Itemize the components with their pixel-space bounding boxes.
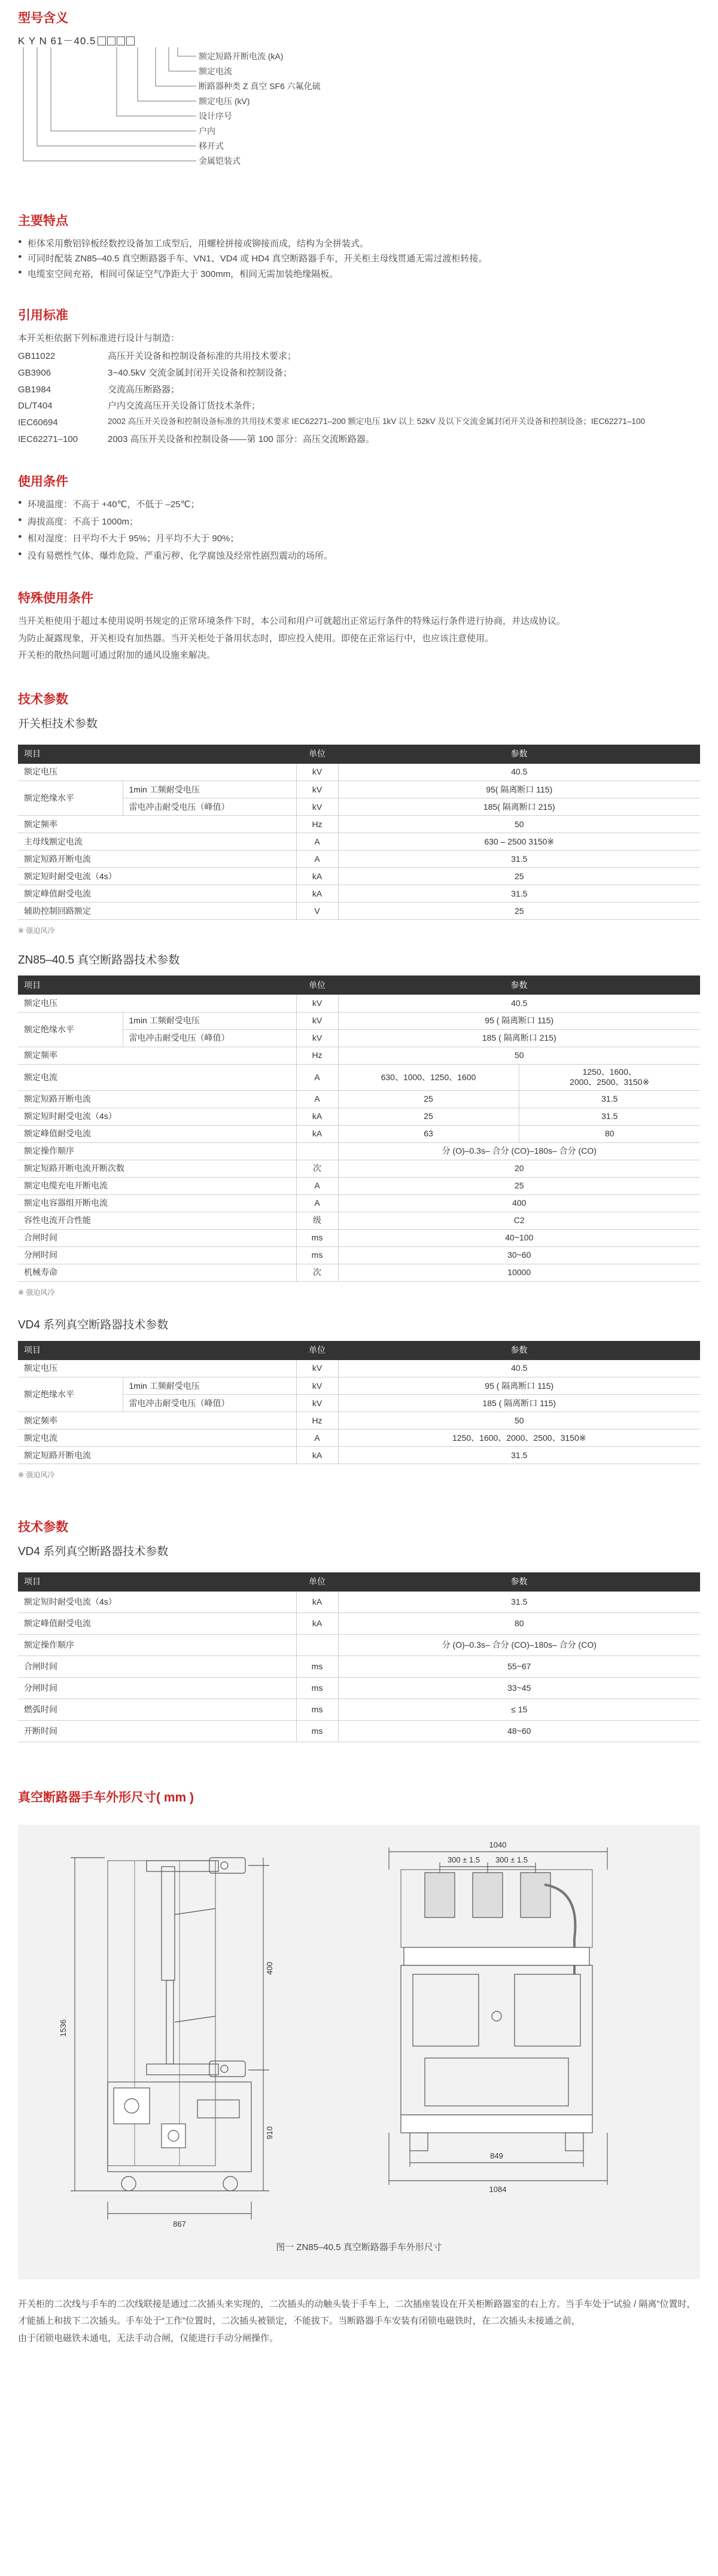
cell-subitem: 雷电冲击耐受电压（峰值） <box>123 1395 296 1412</box>
model-label-5: 设计序号 <box>199 111 232 121</box>
cell-unit: A <box>296 1090 338 1108</box>
cell-unit: kA <box>296 1125 338 1142</box>
cell-item: 主母线额定电流 <box>18 833 296 850</box>
cell-value: C2 <box>338 1212 700 1229</box>
standard-row <box>18 431 700 448</box>
cell-value: 31.5 <box>338 1447 700 1464</box>
table-note: ※ 强迫风冷 <box>18 1288 55 1297</box>
cell-subitem: 1min 工频耐受电压 <box>123 1012 296 1029</box>
model-label-8: 金属铠装式 <box>199 156 241 166</box>
cell-value: 25 <box>338 1177 700 1194</box>
dim-910: 910 <box>265 2126 274 2139</box>
cell-unit: 次 <box>296 1264 338 1281</box>
cell-item: 额定电流 <box>18 1064 296 1090</box>
table-row <box>18 850 700 868</box>
cell-value: 40.5 <box>338 995 700 1012</box>
standard-desc: 3~40.5kV 交流金属封闭开关设备和控制设备； <box>108 367 292 378</box>
cell-item: 容性电流开合性能 <box>18 1212 296 1229</box>
col-item: 项目 <box>18 1341 296 1360</box>
table-row <box>18 1377 700 1395</box>
table-row <box>18 833 700 850</box>
cell-value-b-line2: 2000、2500、3150※ <box>570 1077 650 1087</box>
feature-item: ● 可同时配装 ZN85–40.5 真空断路器手车、VN1、VD4 或 HD4 真空断路器手车，开关柜主母线贯通无需过渡柜转接。 <box>18 251 700 267</box>
cell-value-b-line1: 1250、1600、 <box>582 1066 637 1077</box>
dim-400: 400 <box>265 1961 274 1975</box>
cell-unit: A <box>296 833 338 850</box>
cell-unit: 级 <box>296 1212 338 1229</box>
cell-unit <box>296 1635 338 1656</box>
cell-item: 额定电缆充电开断电流 <box>18 1177 296 1194</box>
standard-desc: 高压开关设备和控制设备标准的共用技术要求； <box>108 351 297 362</box>
cell-value: 分 (O)–0.3s– 合分 (CO)–180s– 合分 (CO) <box>338 1635 700 1656</box>
cell-value: 80 <box>338 1613 700 1635</box>
cell-unit: A <box>296 1194 338 1212</box>
drawing-caption: 图一 ZN85–40.5 真空断路器手车外形尺寸 <box>276 2242 442 2253</box>
table-row <box>18 1090 700 1108</box>
table-row <box>18 781 700 798</box>
cell-unit: A <box>296 1064 338 1090</box>
cell-unit: kV <box>296 798 338 816</box>
dim-849: 849 <box>490 2151 503 2160</box>
standard-desc: 交流高压断路器； <box>108 384 180 395</box>
table-row <box>18 868 700 885</box>
cell-unit: kV <box>296 995 338 1012</box>
standard-row <box>18 414 700 431</box>
standards-intro: 本开关柜依据下列标准进行设计与制造： <box>18 333 180 343</box>
col-item: 项目 <box>18 1572 296 1592</box>
col-value: 参数 <box>338 975 700 995</box>
footer-text <box>18 2296 700 2348</box>
dim-300-left: 300 ± 1.5 <box>447 1855 480 1864</box>
cell-value: 31.5 <box>338 850 700 868</box>
cell-value: 95 ( 隔离断口 115) <box>338 1377 700 1395</box>
cell-item: 额定短路开断电流 <box>18 1447 296 1464</box>
cell-item: 分闸时间 <box>18 1246 296 1264</box>
standard-row <box>18 348 700 365</box>
cell-value-b <box>519 1064 700 1090</box>
cell-item: 额定频率 <box>18 1412 296 1429</box>
cell-item: 额定短路开断电流开断次数 <box>18 1160 296 1177</box>
col-unit: 单位 <box>296 1341 338 1360</box>
col-unit: 单位 <box>296 745 338 764</box>
col-value: 参数 <box>338 1341 700 1360</box>
truck-drawing-svg <box>18 1825 700 2279</box>
standard-desc: 户内交流高压开关设备订货技术条件； <box>108 401 261 411</box>
cell-value: 185 ( 隔离断口 115) <box>338 1395 700 1412</box>
dimension-drawing <box>18 1825 700 2279</box>
cell-item: 额定电压 <box>18 764 296 781</box>
switchgear-params-table <box>18 745 700 920</box>
cell-unit: kV <box>296 1360 338 1377</box>
table-row <box>18 1721 700 1742</box>
dim-1084: 1084 <box>489 2184 507 2194</box>
cell-item: 额定短时耐受电流（4s） <box>18 868 296 885</box>
special-text <box>18 613 700 664</box>
footer-line: 开关柜的二次线与手车的二次线联接是通过二次插头来实现的，二次插头的动触头装于手车上，二次插座装设在开关柜断路器室的右上方。当手车处于“试验 / 隔离”位置时，才能插上和拔下二次插头。手车处于“工作”位置时，二次插头被锁定，不能拔下。当断路器手车安装有闭锁电磁铁时，在二次插头未接通之前， <box>18 2298 696 2327</box>
cell-item: 额定电压 <box>18 995 296 1012</box>
cell-item: 辅助控制回路额定 <box>18 903 296 920</box>
table-row <box>18 1177 700 1194</box>
table-row <box>18 1264 700 1281</box>
cell-unit: kV <box>296 1012 338 1029</box>
table-header <box>18 1572 700 1592</box>
table-row <box>18 816 700 833</box>
condition-item: ● 相对湿度：日平均不大于 95%；月平均不大于 90%； <box>18 531 700 548</box>
dim-1040: 1040 <box>489 1840 507 1849</box>
special-line: 开关柜的散热问题可通过附加的通风设施来解决。 <box>18 650 216 661</box>
cell-unit: kA <box>296 1447 338 1464</box>
cell-item: 额定电流 <box>18 1429 296 1447</box>
vd4-params-table-2 <box>18 1572 700 1743</box>
vd4-params-table <box>18 1341 700 1465</box>
cell-unit: A <box>296 1429 338 1447</box>
standard-desc: 2002 高压开关设备和控制设备标准的共用技术要求 IEC62271–200 额定电压 1kV 以上 52kV 及以下交流金属封闭开关设备和控制设备；IEC62271–100 <box>108 417 645 426</box>
cell-value-a: 63 <box>338 1125 519 1142</box>
cell-item: 额定短路开断电流 <box>18 1090 296 1108</box>
col-unit: 单位 <box>296 1572 338 1592</box>
cell-unit: ms <box>296 1721 338 1742</box>
cell-value-b: 31.5 <box>519 1108 700 1125</box>
cell-unit: Hz <box>296 816 338 833</box>
standard-code: GB1984 <box>18 384 51 395</box>
cell-value: 48~60 <box>338 1721 700 1742</box>
conditions-title: 使用条件 <box>18 474 68 489</box>
cell-unit: kA <box>296 868 338 885</box>
cell-unit: ms <box>296 1656 338 1678</box>
special-title: 特殊使用条件 <box>18 592 93 606</box>
tech-title: 技术参数 <box>18 692 68 706</box>
features-list <box>18 236 700 282</box>
cell-value: 30~60 <box>338 1246 700 1264</box>
cell-item: 额定短时耐受电流（4s） <box>18 1108 296 1125</box>
model-leader-lines <box>18 33 209 188</box>
col-unit: 单位 <box>296 975 338 995</box>
table-row <box>18 1125 700 1142</box>
cell-unit: kA <box>296 1108 338 1125</box>
cell-value: 40~100 <box>338 1229 700 1246</box>
cell-value: 分 (O)–0.3s– 合分 (CO)–180s– 合分 (CO) <box>338 1142 700 1160</box>
table-row <box>18 995 700 1012</box>
cell-value: 50 <box>338 816 700 833</box>
cell-item: 合闸时间 <box>18 1656 296 1678</box>
model-meaning-title: 型号含义 <box>18 11 68 25</box>
cell-subitem: 1min 工频耐受电压 <box>123 1377 296 1395</box>
standard-desc: 2003 高压开关设备和控制设备——第 100 部分：高压交流断路器。 <box>108 434 375 444</box>
cell-unit: kV <box>296 1395 338 1412</box>
table-row <box>18 1012 700 1029</box>
model-code-text: K Y N 61－40.5 <box>18 35 96 47</box>
table-row <box>18 1613 700 1635</box>
model-diagram <box>18 33 700 188</box>
standard-code: IEC60694 <box>18 417 58 428</box>
special-line: 当开关柜使用于超过本使用说明书规定的正常环境条件下时，本公司和用户可就超出正常运行条件的特殊运行条件进行协商，并达成协议。 <box>18 616 566 627</box>
table-header <box>18 1341 700 1360</box>
truck-side-view <box>102 1858 257 2191</box>
special-line: 为防止凝露现象，开关柜设有加热器。当开关柜处于备用状态时，即应投入使用。即使在正常运行中，也应该注意使用。 <box>18 633 494 644</box>
cell-unit: kV <box>296 764 338 781</box>
table-row <box>18 1108 700 1125</box>
model-label-1: 额定短路开断电流 (kA) <box>199 51 284 62</box>
standards-list <box>18 348 700 448</box>
standards-title: 引用标准 <box>18 309 68 323</box>
standard-code: DL/T404 <box>18 401 53 411</box>
cell-unit: Hz <box>296 1412 338 1429</box>
cell-item: 额定频率 <box>18 816 296 833</box>
condition-item: ● 没有易燃性气体、爆炸危险、严重污秽、化学腐蚀及经常性剧烈震动的场所。 <box>18 548 700 565</box>
dim-867: 867 <box>173 2219 186 2229</box>
cell-item: 额定电容器组开断电流 <box>18 1194 296 1212</box>
cell-unit: kV <box>296 1377 338 1395</box>
cell-subitem: 1min 工频耐受电压 <box>123 781 296 798</box>
cell-unit: kA <box>296 1613 338 1635</box>
table-row <box>18 1047 700 1064</box>
table-note: ※ 强迫风冷 <box>18 926 55 935</box>
standard-row <box>18 382 700 398</box>
cell-subitem: 雷电冲击耐受电压（峰值） <box>123 798 296 816</box>
table-row <box>18 1246 700 1264</box>
cell-unit: ms <box>296 1246 338 1264</box>
cell-item: 额定短路开断电流 <box>18 850 296 868</box>
table-row <box>18 1212 700 1229</box>
cell-subitem: 雷电冲击耐受电压（峰值） <box>123 1029 296 1047</box>
table-note: ※ 强迫风冷 <box>18 1471 55 1480</box>
table-row <box>18 1412 700 1429</box>
cell-item: 额定电压 <box>18 1360 296 1377</box>
table-row <box>18 1429 700 1447</box>
standard-code: GB11022 <box>18 351 56 362</box>
table-row <box>18 1142 700 1160</box>
cell-unit: A <box>296 850 338 868</box>
feature-item: ● 电缆室空间充裕，相间可保证空气净距大于 300mm，相间无需加装绝缘隔板。 <box>18 267 700 282</box>
cell-item: 额定绝缘水平 <box>18 781 123 816</box>
table-header <box>18 745 700 764</box>
features-title: 主要特点 <box>18 214 68 228</box>
table-row <box>18 1699 700 1721</box>
footer-line: 由于闭锁电磁铁未通电，无法手动合闸，仅能进行手动分闸操作。 <box>18 2333 279 2343</box>
zn85-params-table <box>18 975 700 1282</box>
condition-item: ● 海拔高度：不高于 1000m； <box>18 514 700 531</box>
cell-item: 开断时间 <box>18 1721 296 1742</box>
cell-value-a: 630、1000、1250、1600 <box>338 1064 519 1090</box>
zn85-params-title: ZN85–40.5 真空断路器技术参数 <box>18 953 180 967</box>
condition-item: ● 环境温度：不高于 +40℃，不低于 –25℃； <box>18 496 700 514</box>
cell-item: 额定绝缘水平 <box>18 1377 123 1412</box>
standard-row <box>18 398 700 414</box>
cell-unit: ms <box>296 1678 338 1699</box>
model-label-2: 额定电流 <box>199 66 232 77</box>
cell-item: 合闸时间 <box>18 1229 296 1246</box>
table-row <box>18 1160 700 1177</box>
cell-unit <box>296 1142 338 1160</box>
cell-value: 95( 隔离断口 115) <box>338 781 700 798</box>
cell-value: 400 <box>338 1194 700 1212</box>
cell-value: 185 ( 隔离断口 215) <box>338 1029 700 1047</box>
model-label-3: 断路器种类 Z 真空 SF6 六氟化硫 <box>199 81 321 92</box>
table-row <box>18 1656 700 1678</box>
cell-unit: Hz <box>296 1047 338 1064</box>
cell-value: 50 <box>338 1047 700 1064</box>
dim-300-right: 300 ± 1.5 <box>495 1855 528 1864</box>
cell-value-b: 31.5 <box>519 1090 700 1108</box>
cell-value: 31.5 <box>338 885 700 903</box>
vd4-params-title: VD4 系列真空断路器技术参数 <box>18 1319 169 1332</box>
cell-unit: kV <box>296 781 338 798</box>
tech-title-2: 技术参数 <box>18 1520 68 1534</box>
cell-value: 31.5 <box>338 1592 700 1613</box>
cell-value: 10000 <box>338 1264 700 1281</box>
cell-value: 185( 隔离断口 215) <box>338 798 700 816</box>
table-row <box>18 1194 700 1212</box>
dim-1536: 1536 <box>59 2019 68 2037</box>
table-row <box>18 1360 700 1377</box>
standard-row <box>18 365 700 382</box>
conditions-list <box>18 496 700 565</box>
cell-value: 630 – 2500 3150※ <box>338 833 700 850</box>
cell-value: 25 <box>338 903 700 920</box>
cell-item: 额定峰值耐受电流 <box>18 1613 296 1635</box>
model-label-4: 额定电压 (kV) <box>199 96 250 106</box>
cell-unit: kA <box>296 885 338 903</box>
cell-item: 额定操作顺序 <box>18 1142 296 1160</box>
cell-item: 额定峰值耐受电流 <box>18 1125 296 1142</box>
table-row <box>18 1447 700 1464</box>
col-value: 参数 <box>338 745 700 764</box>
cell-value: 55~67 <box>338 1656 700 1678</box>
cell-value: 95 ( 隔离断口 115) <box>338 1012 700 1029</box>
cell-item: 额定短时耐受电流（4s） <box>18 1592 296 1613</box>
cell-unit: V <box>296 903 338 920</box>
table-header <box>18 975 700 995</box>
cell-unit: A <box>296 1177 338 1194</box>
cell-item: 机械寿命 <box>18 1264 296 1281</box>
feature-item: ● 柜体采用敷铝锌板经数控设备加工成型后，用螺栓拼接或铆接而成，结构为全拼装式。 <box>18 236 700 252</box>
cell-value: 1250、1600、2000、2500、3150※ <box>338 1429 700 1447</box>
cell-unit: kV <box>296 1029 338 1047</box>
table-row <box>18 903 700 920</box>
cell-unit: kA <box>296 1592 338 1613</box>
model-label-6: 户内 <box>199 126 215 136</box>
cell-item: 额定峰值耐受电流 <box>18 885 296 903</box>
table-row <box>18 1229 700 1246</box>
cell-value: ≤ 15 <box>338 1699 700 1721</box>
standard-code: IEC62271–100 <box>18 434 78 444</box>
cell-item: 燃弧时间 <box>18 1699 296 1721</box>
cell-value: 20 <box>338 1160 700 1177</box>
cell-value-a: 25 <box>338 1108 519 1125</box>
cell-unit: ms <box>296 1229 338 1246</box>
cell-unit: ms <box>296 1699 338 1721</box>
cell-item: 额定频率 <box>18 1047 296 1064</box>
standard-code: GB3906 <box>18 367 51 378</box>
cell-item: 分闸时间 <box>18 1678 296 1699</box>
col-item: 项目 <box>18 975 296 995</box>
table-row <box>18 885 700 903</box>
table-row <box>18 1635 700 1656</box>
cell-unit: 次 <box>296 1160 338 1177</box>
cell-value-b: 80 <box>519 1125 700 1142</box>
cell-item: 额定绝缘水平 <box>18 1012 123 1047</box>
cell-value-a: 25 <box>338 1090 519 1108</box>
cell-item: 额定操作顺序 <box>18 1635 296 1656</box>
table-row <box>18 1064 700 1090</box>
col-value: 参数 <box>338 1572 700 1592</box>
drawing-title: 真空断路器手车外形尺寸( mm ) <box>18 1791 194 1805</box>
table-row <box>18 764 700 781</box>
switchgear-params-title: 开关柜技术参数 <box>18 718 98 731</box>
col-item: 项目 <box>18 745 296 764</box>
cell-value: 25 <box>338 868 700 885</box>
truck-front-view <box>401 1870 592 2151</box>
cell-value: 33~45 <box>338 1678 700 1699</box>
cell-value: 40.5 <box>338 1360 700 1377</box>
table-row <box>18 1592 700 1613</box>
table-row <box>18 1678 700 1699</box>
vd4-params-title-2: VD4 系列真空断路器技术参数 <box>18 1545 169 1559</box>
cell-value: 40.5 <box>338 764 700 781</box>
cell-value: 50 <box>338 1412 700 1429</box>
model-label-7: 移开式 <box>199 141 224 151</box>
